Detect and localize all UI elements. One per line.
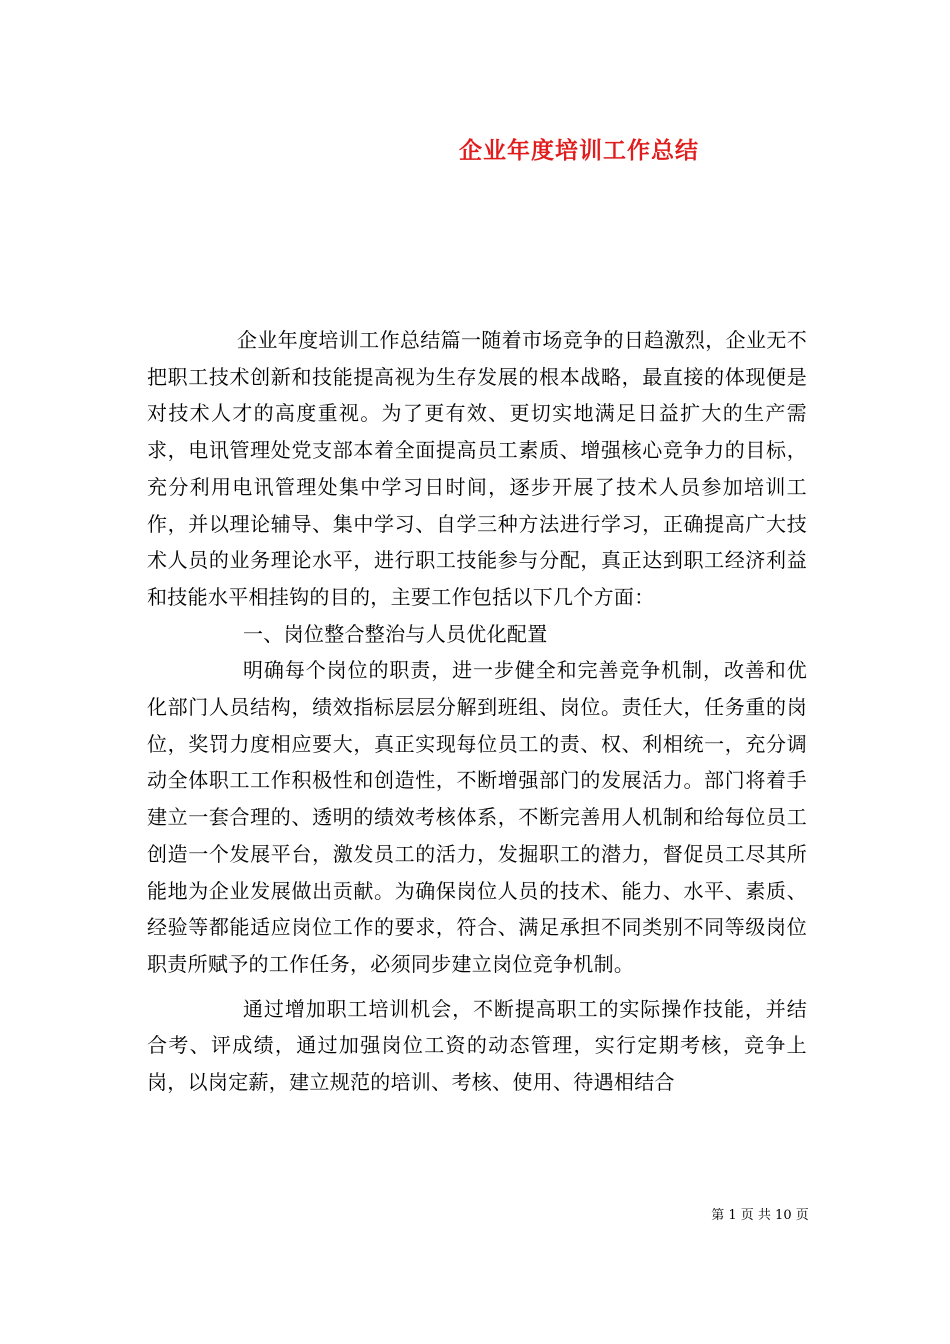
training-paragraph: 通过增加职工培训机会，不断提高职工的实际操作技能，并结合考、评成绩，通过加强岗位工资的动态管理，实行定期考核，竞争上岗，以岗定薪，建立规范的培训、考核、使用、待遇相结合 (147, 996, 807, 1095)
document-body (147, 322, 807, 1101)
page-title: 企业年度培训工作总结 (459, 137, 699, 164)
section-body-paragraph: 明确每个岗位的职责，进一步健全和完善竞争机制，改善和优化部门人员结构，绩效指标层层分解到班组、岗位。责任大，任务重的岗位，奖罚力度相应要大，真正实现每位员工的责、权、利相统一，充分调动全体职工工作积极性和创造性，不断增强部门的发展活力。部门将着手建立一套合理的、透明的绩效考核体系，不断完善用人机制和给每位员工创造一个发展平台，激发员工的活力，发掘职工的潜力，督促员工尽其所能地为企业发展做出贡献。为确保岗位人员的技术、能力、水平、素质、经验等都能适应岗位工作的要求，符合、满足承担不同类别不同等级岗位职责所赋予的工作任务，必须同步建立岗位竞争机制。 (147, 658, 807, 976)
page-footer (0, 1204, 950, 1223)
intro-paragraph: 企业年度培训工作总结篇一随着市场竞争的日趋激烈，企业无不把职工技术创新和技能提高视为生存发展的根本战略，最直接的体现便是对技术人才的高度重视。为了更有效、更切实地满足日益扩大的生产需求，电讯管理处党支部本着全面提高员工素质、增强核心竞争力的目标，充分利用电讯管理处集中学习日时间，逐步开展了技术人员参加培训工作，并以理论辅导、集中学习、自学三种方法进行学习，正确提高广大技术人员的业务理论水平，进行职工技能参与分配，真正达到职工经济利益和技能水平相挂钩的目的，主要工作包括以下几个方面： (147, 328, 807, 609)
page-number: 第 1 页 共 10 页 (711, 1208, 809, 1223)
section-heading: 一、岗位整合整治与人员优化配置 (243, 621, 548, 646)
